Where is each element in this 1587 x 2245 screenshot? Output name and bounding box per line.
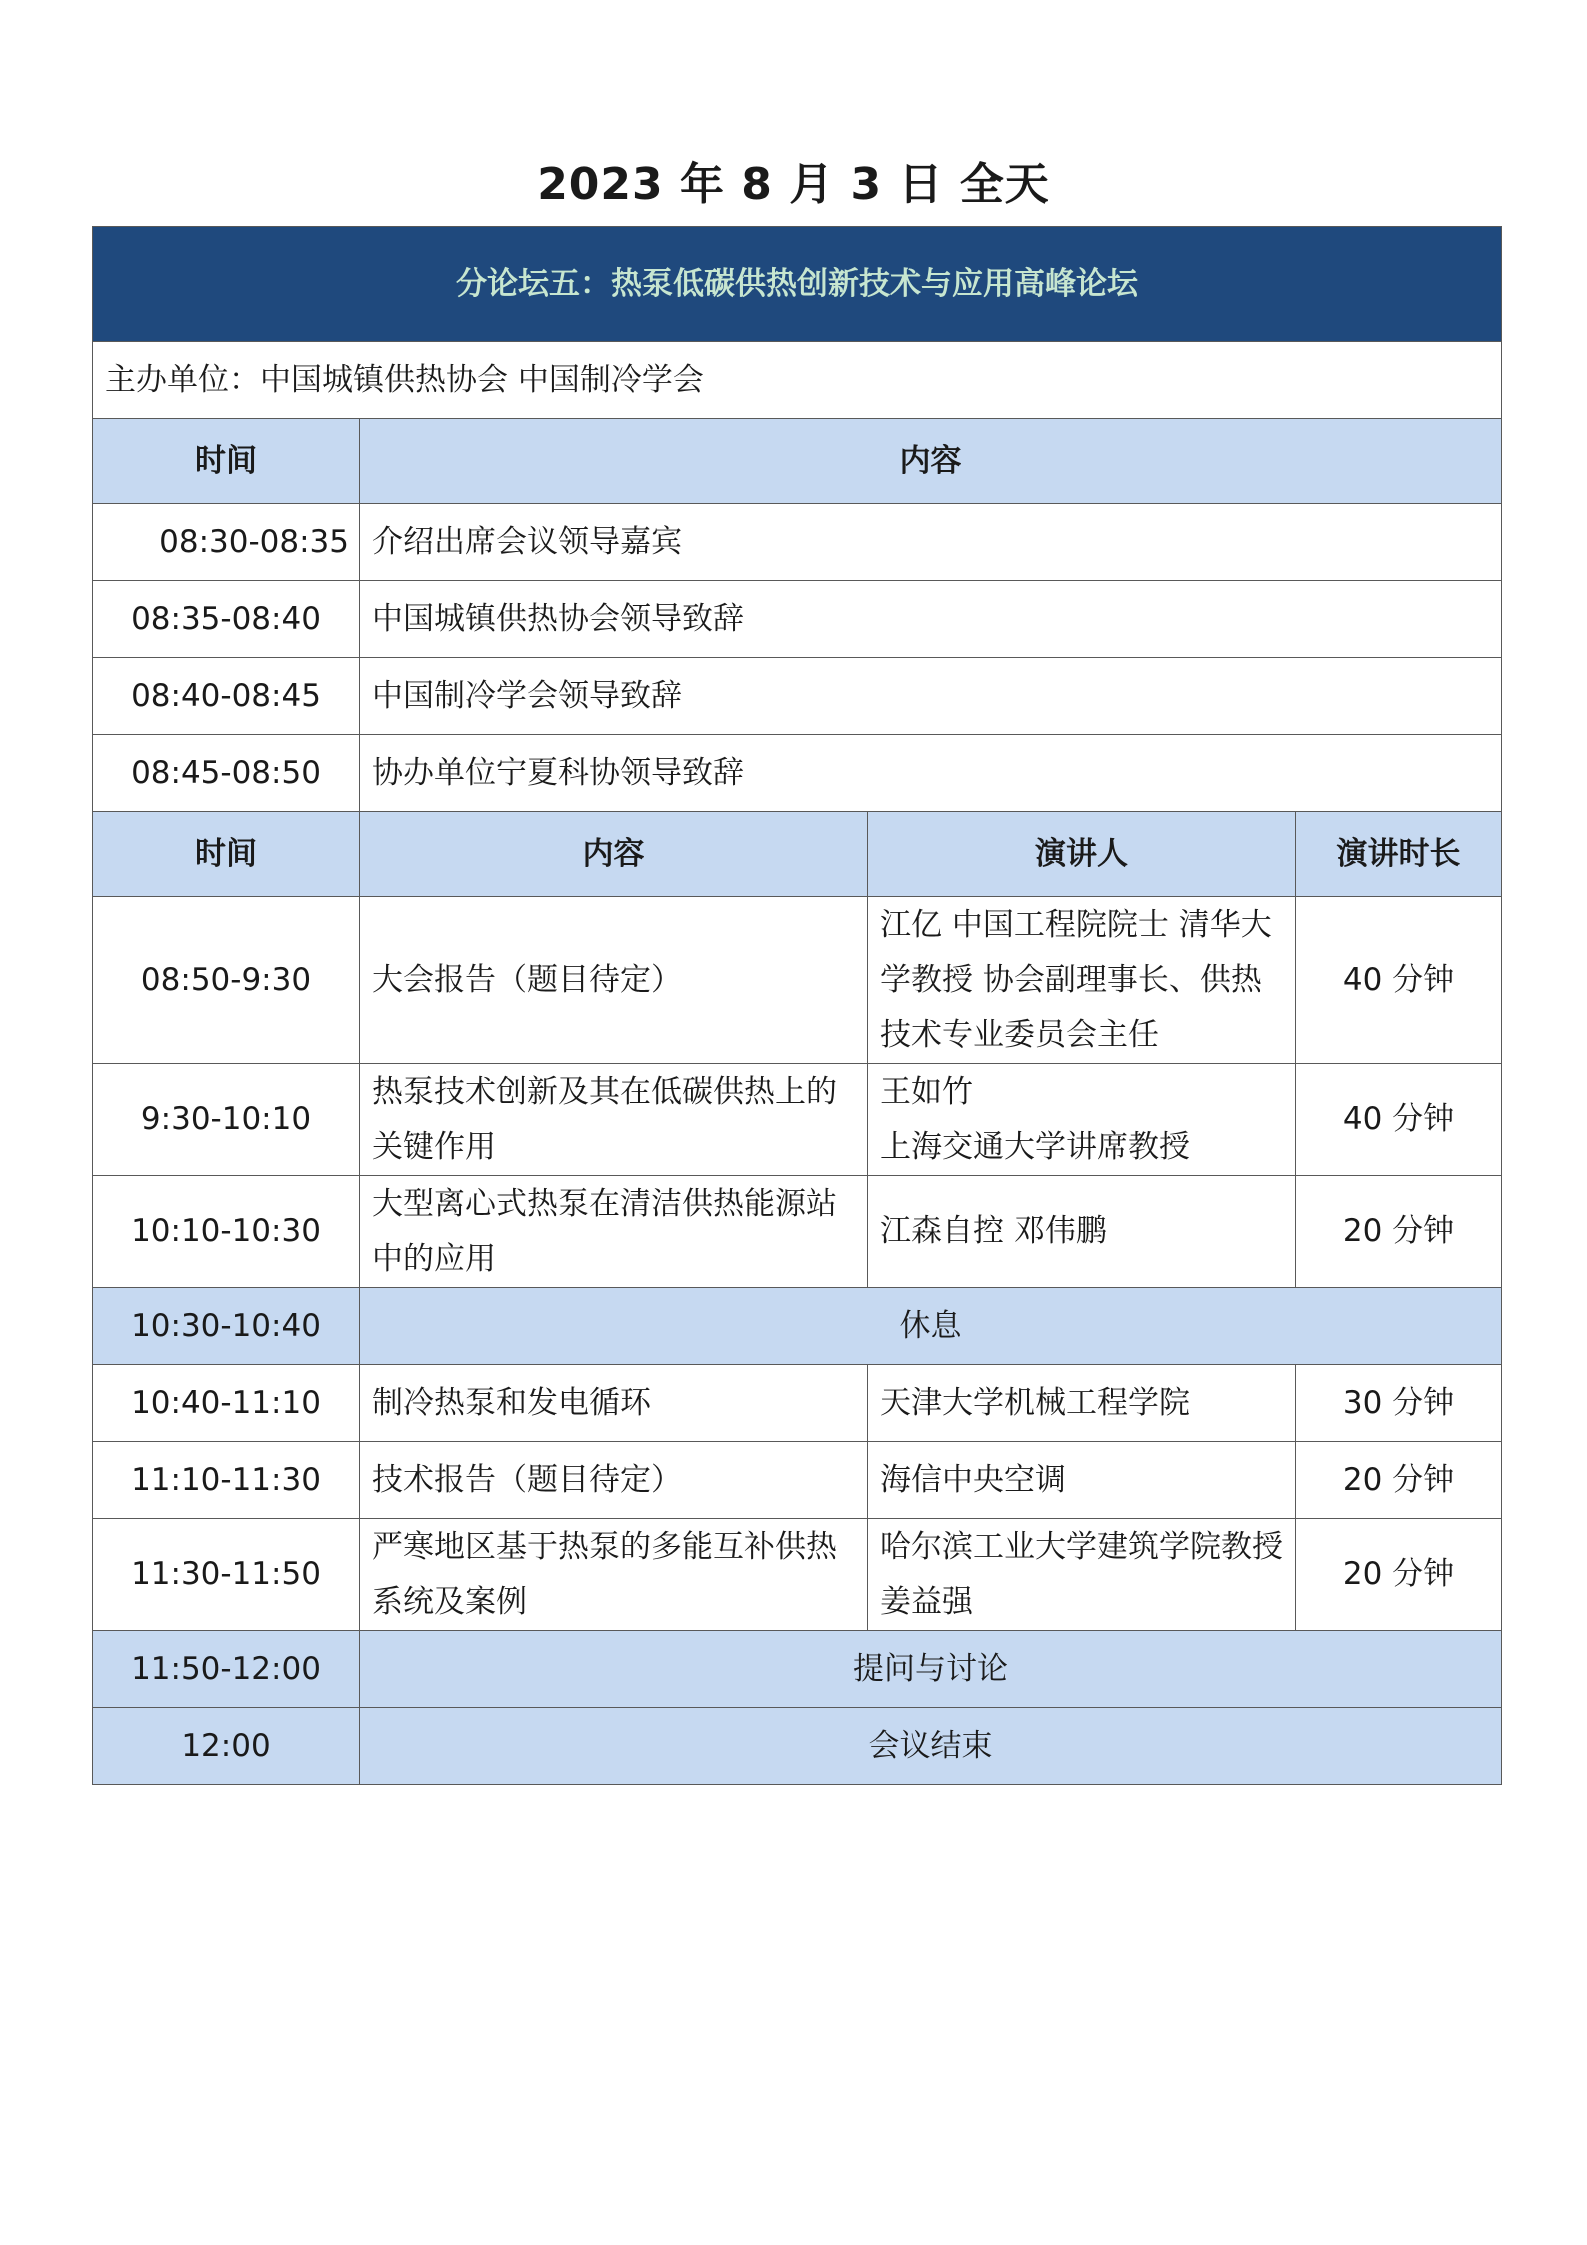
header-content: 内容: [360, 419, 1502, 504]
row-speaker: 海信中央空调: [868, 1442, 1296, 1519]
end-time: 12:00: [93, 1708, 360, 1785]
row-time: 10:10-10:30: [93, 1176, 360, 1288]
forum-banner: [93, 227, 1502, 342]
row-duration: 20 分钟: [1296, 1442, 1502, 1519]
organizer-text: 主办单位：中国城镇供热协会 中国制冷学会: [93, 342, 1502, 419]
break-row: [93, 1288, 1502, 1365]
row-duration: 30 分钟: [1296, 1365, 1502, 1442]
row-duration: 20 分钟: [1296, 1519, 1502, 1631]
row-speaker: 江亿 中国工程院院士 清华大学教授 协会副理事长、供热技术专业委员会主任: [868, 897, 1296, 1064]
row-content: 中国制冷学会领导致辞: [360, 658, 1502, 735]
row-time: 08:40-08:45: [93, 658, 360, 735]
header-speaker: 演讲人: [868, 812, 1296, 897]
row-content: 技术报告（题目待定）: [360, 1442, 868, 1519]
table-row: [93, 1176, 1502, 1288]
header-content: 内容: [360, 812, 868, 897]
row-speaker: 王如竹 上海交通大学讲席教授: [868, 1064, 1296, 1176]
row-speaker: 江森自控 邓伟鹏: [868, 1176, 1296, 1288]
row-speaker: 天津大学机械工程学院: [868, 1365, 1296, 1442]
row-duration: 40 分钟: [1296, 1064, 1502, 1176]
opening-header-row: [93, 419, 1502, 504]
table-row: [93, 1519, 1502, 1631]
row-content: 严寒地区基于热泵的多能互补供热系统及案例: [360, 1519, 868, 1631]
table-row: [93, 658, 1502, 735]
row-time: 9:30-10:10: [93, 1064, 360, 1176]
organizer-row: [93, 342, 1502, 419]
table-row: [93, 1064, 1502, 1176]
page-title: 2023 年 8 月 3 日 全天: [537, 159, 1050, 210]
row-time: 08:50-9:30: [93, 897, 360, 1064]
row-content: 中国城镇供热协会领导致辞: [360, 581, 1502, 658]
header-duration: 演讲时长: [1296, 812, 1502, 897]
end-label: 会议结束: [360, 1708, 1502, 1785]
sessions-header-row: [93, 812, 1502, 897]
row-duration: 20 分钟: [1296, 1176, 1502, 1288]
discussion-time: 11:50-12:00: [93, 1631, 360, 1708]
row-content: 大会报告（题目待定）: [360, 897, 868, 1064]
end-row: [93, 1708, 1502, 1785]
schedule-table: [92, 226, 1502, 1785]
discussion-label: 提问与讨论: [360, 1631, 1502, 1708]
discussion-row: [93, 1631, 1502, 1708]
row-time: 11:30-11:50: [93, 1519, 360, 1631]
break-time: 10:30-10:40: [93, 1288, 360, 1365]
row-time: 10:40-11:10: [93, 1365, 360, 1442]
forum-title: 分论坛五：热泵低碳供热创新技术与应用高峰论坛: [93, 227, 1502, 342]
row-content: 热泵技术创新及其在低碳供热上的关键作用: [360, 1064, 868, 1176]
table-row: [93, 1365, 1502, 1442]
table-row: [93, 897, 1502, 1064]
row-time: 11:10-11:30: [93, 1442, 360, 1519]
table-row: [93, 1442, 1502, 1519]
row-duration: 40 分钟: [1296, 897, 1502, 1064]
header-time: 时间: [93, 419, 360, 504]
row-time: 08:45-08:50: [93, 735, 360, 812]
row-content: 介绍出席会议领导嘉宾: [360, 504, 1502, 581]
row-time: 08:30-08:35: [93, 504, 360, 581]
table-row: [93, 504, 1502, 581]
row-time: 08:35-08:40: [93, 581, 360, 658]
table-row: [93, 581, 1502, 658]
row-speaker: 哈尔滨工业大学建筑学院教授 姜益强: [868, 1519, 1296, 1631]
table-row: [93, 735, 1502, 812]
row-content: 协办单位宁夏科协领导致辞: [360, 735, 1502, 812]
header-time: 时间: [93, 812, 360, 897]
break-label: 休息: [360, 1288, 1502, 1365]
row-content: 制冷热泵和发电循环: [360, 1365, 868, 1442]
row-content: 大型离心式热泵在清洁供热能源站中的应用: [360, 1176, 868, 1288]
